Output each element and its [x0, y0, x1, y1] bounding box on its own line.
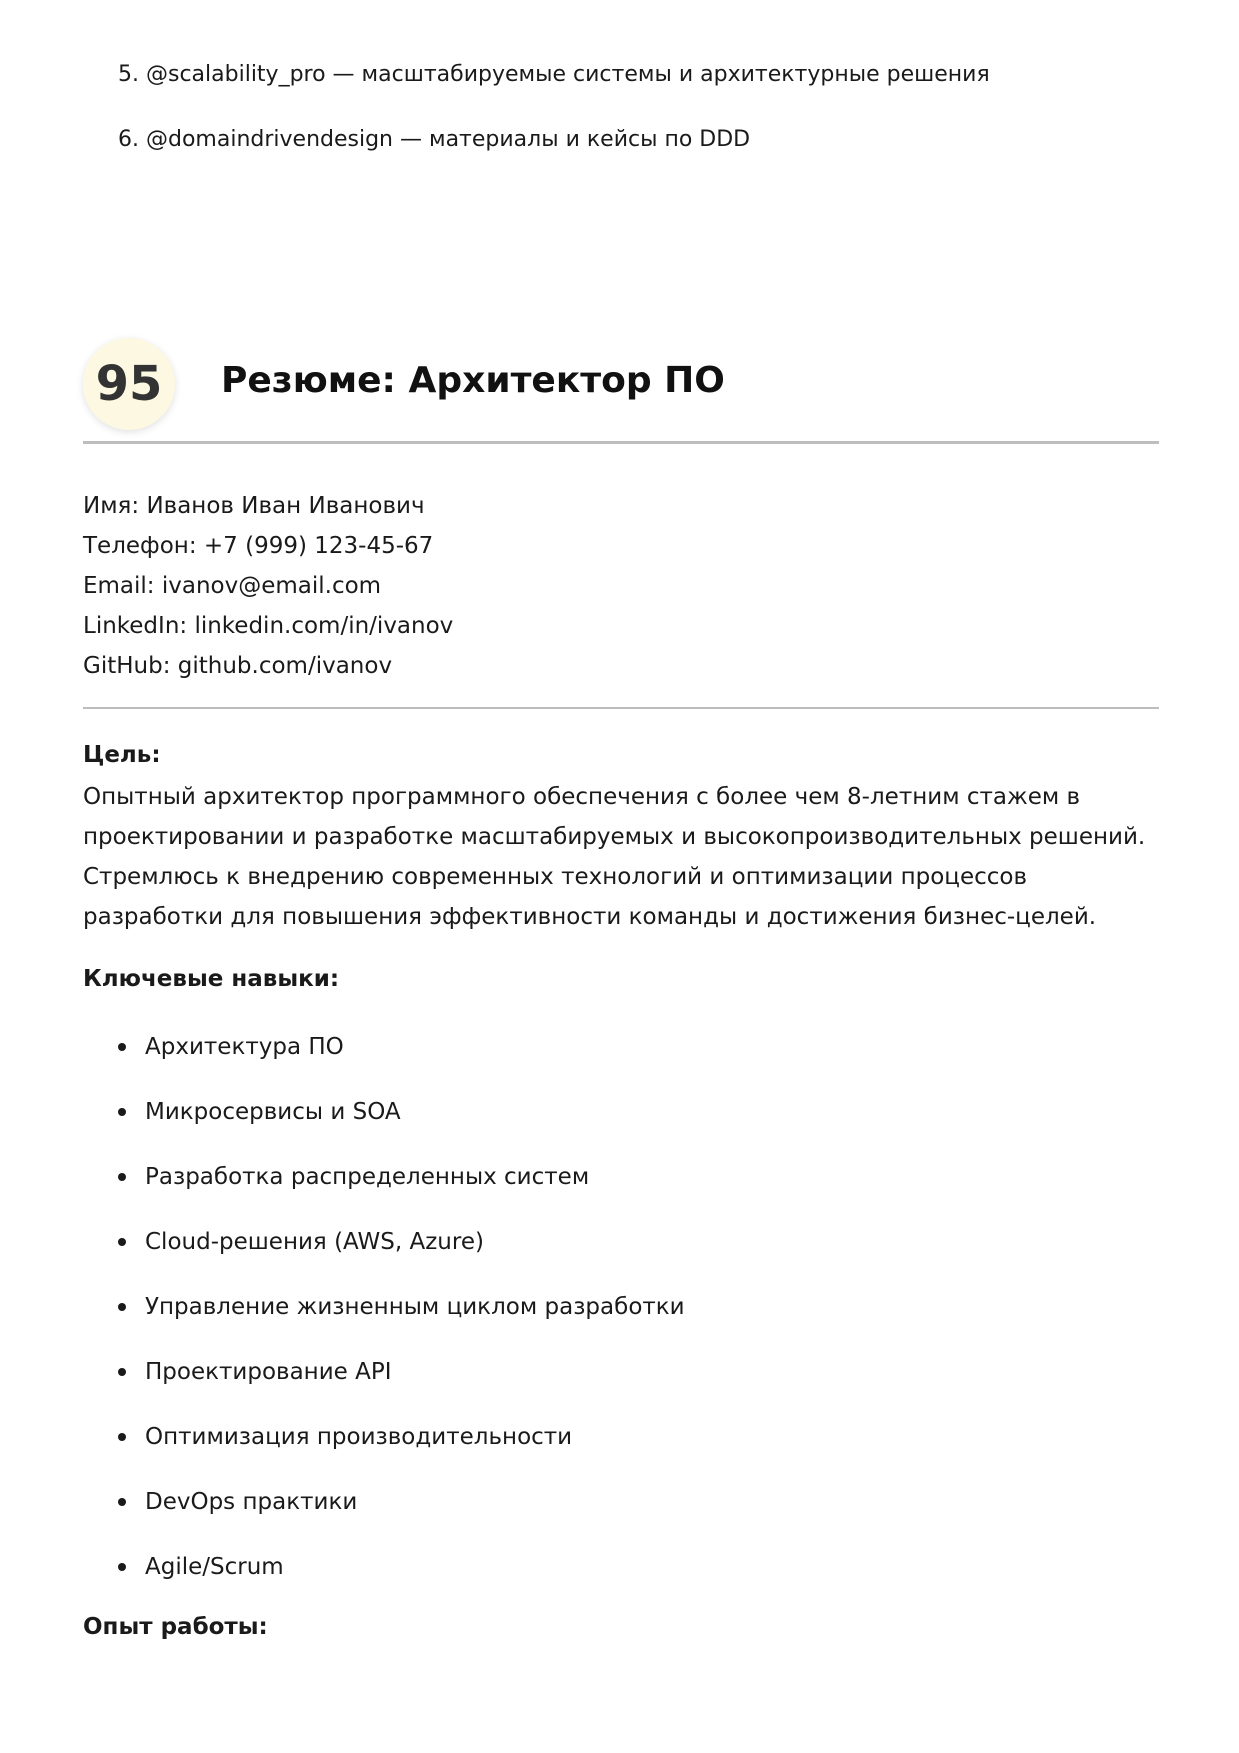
skill-item	[118, 1157, 685, 1222]
bullet-icon	[118, 1498, 126, 1506]
skill-item	[118, 1352, 685, 1417]
contact-email: Email: ivanov@email.com	[83, 573, 382, 599]
skill-text: Разработка распределенных систем	[145, 1164, 590, 1190]
contact-name: Имя: Иванов Иван Иванович	[83, 493, 425, 519]
skill-item	[118, 1027, 685, 1092]
list-item-text: @domaindrivendesign — материалы и кейсы по DDD	[146, 127, 751, 152]
goal-heading: Цель:	[83, 742, 161, 768]
section-title: Резюме: Архитектор ПО	[221, 360, 725, 401]
list-item	[118, 60, 990, 90]
skill-text: Cloud-решения (AWS, Azure)	[145, 1229, 484, 1255]
bullet-icon	[118, 1238, 126, 1246]
list-item-number: 5.	[118, 62, 139, 87]
contact-divider	[83, 707, 1159, 709]
skill-item	[118, 1092, 685, 1157]
list-item-text: @scalability_pro — масштабируемые системы и архитектурные решения	[146, 62, 990, 87]
section-header	[83, 334, 1159, 444]
bullet-icon	[118, 1303, 126, 1311]
skill-item	[118, 1417, 685, 1482]
skill-item	[118, 1222, 685, 1287]
skill-item	[118, 1287, 685, 1352]
skill-text: Управление жизненным циклом разработки	[145, 1294, 685, 1320]
skill-text: DevOps практики	[145, 1489, 358, 1515]
goal-text: Опытный архитектор программного обеспечения с более чем 8-летним стажем в проектировании и разработке масштабируемых и высокопроизводительных решений. Стремлюсь к внедрению современных технологий и оптимизации процессов разработки для повышения эффективности команды и достижения бизнес-целей.	[83, 784, 1146, 930]
contact-github: GitHub: github.com/ivanov	[83, 653, 393, 679]
section-number-badge: 95	[83, 338, 175, 430]
list-item-number: 6.	[118, 127, 139, 152]
list-item	[118, 125, 990, 155]
skills-list	[118, 1027, 685, 1612]
bullet-icon	[118, 1368, 126, 1376]
bullet-icon	[118, 1563, 126, 1571]
skill-text: Архитектура ПО	[145, 1034, 344, 1060]
contact-linkedin: LinkedIn: linkedin.com/in/ivanov	[83, 613, 454, 639]
skill-text: Agile/Scrum	[145, 1554, 284, 1580]
skill-text: Проектирование API	[145, 1359, 392, 1385]
skills-heading: Ключевые навыки:	[83, 966, 340, 992]
skill-item	[118, 1547, 685, 1612]
bullet-icon	[118, 1433, 126, 1441]
bullet-icon	[118, 1043, 126, 1051]
skill-text: Микросервисы и SOA	[145, 1099, 401, 1125]
contact-phone: Телефон: +7 (999) 123-45-67	[83, 533, 434, 559]
bullet-icon	[118, 1173, 126, 1181]
experience-heading: Опыт работы:	[83, 1614, 268, 1640]
bullet-icon	[118, 1108, 126, 1116]
skill-item	[118, 1482, 685, 1547]
contact-info	[83, 486, 453, 686]
skill-text: Оптимизация производительности	[145, 1424, 573, 1450]
channels-list	[118, 60, 990, 190]
